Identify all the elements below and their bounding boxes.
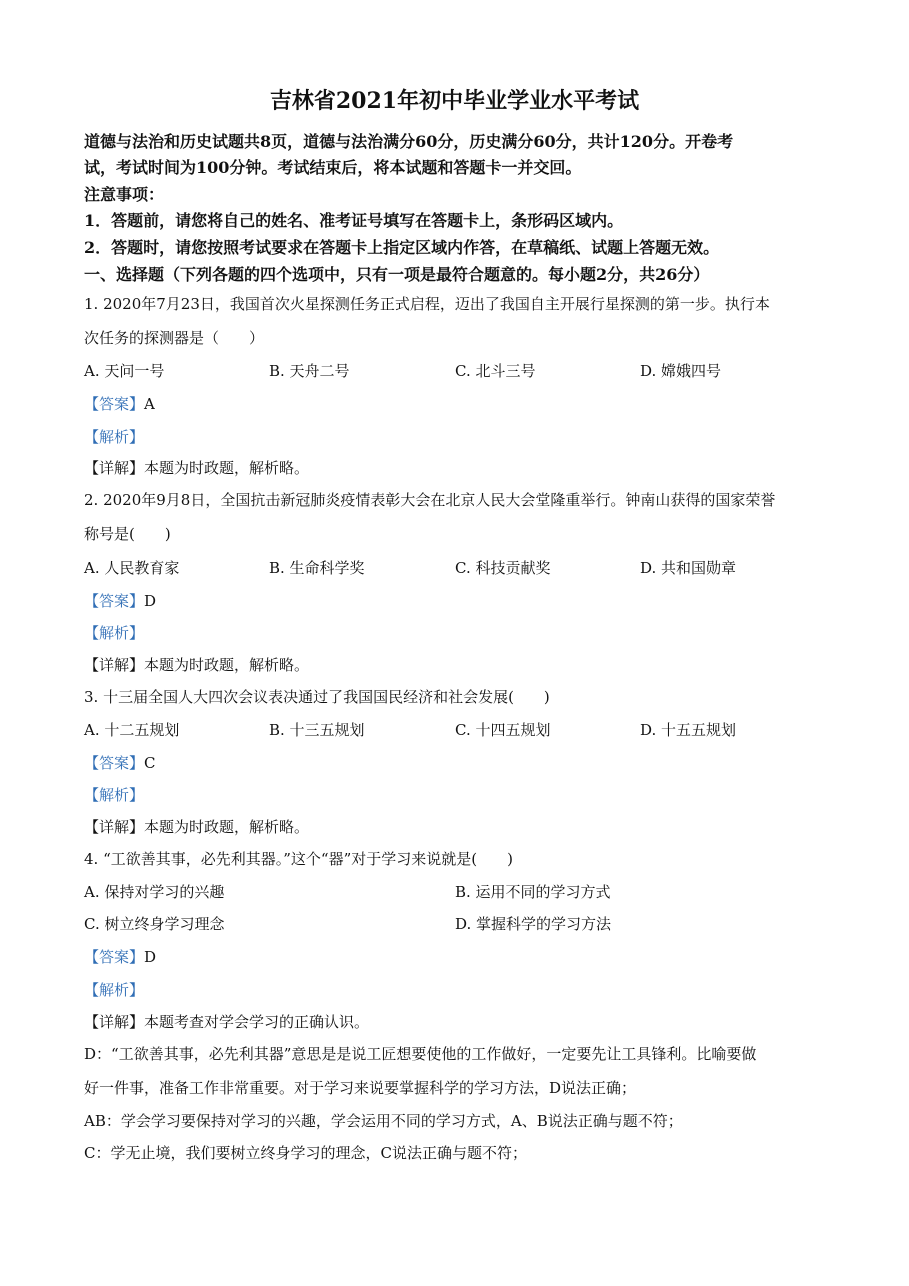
answer-value: C — [144, 754, 156, 772]
answer-label: 【答案】 — [84, 754, 145, 772]
detail-text: 本题为时政题，解析略。 — [144, 818, 310, 836]
question-1-option-a: A. 天问一号 — [84, 362, 165, 380]
question-2-detail — [84, 655, 309, 675]
question-1-detail — [84, 458, 309, 478]
answer-value: D — [144, 948, 157, 966]
question-4-option-c: C. 树立终身学习理念 — [84, 915, 225, 933]
question-3-analysis-label: 【解析】 — [84, 786, 145, 804]
detail-label: 【详解】 — [84, 1013, 145, 1031]
question-3-detail — [84, 817, 309, 837]
notice-item-2: 2．答题时，请您按照考试要求在答题卡上指定区域内作答，在草稿纸、试题上答题无效。 — [84, 238, 720, 257]
question-3-option-a: A. 十二五规划 — [84, 721, 180, 739]
detail-text: 本题考查对学会学习的正确认识。 — [144, 1013, 370, 1031]
question-4-explain-line-3: AB：学会学习要保持对学习的兴趣，学会运用不同的学习方式，A、B说法正确与题不符； — [84, 1112, 683, 1130]
answer-value: A — [144, 395, 155, 413]
question-2-option-a: A. 人民教育家 — [84, 559, 180, 577]
intro-line-1: 道德与法治和历史试题共8页，道德与法治满分60分，历史满分60分，共计120分。开卷考 — [84, 132, 734, 151]
question-1-stem-line-1: 1. 2020年7月23日，我国首次火星探测任务正式启程，迈出了我国自主开展行星探测的第一步。执行本 — [84, 295, 770, 313]
answer-label: 【答案】 — [84, 948, 145, 966]
intro-line-2: 试，考试时间为100分钟。考试结束后，将本试题和答题卡一并交回。 — [84, 158, 582, 177]
question-1-analysis-label: 【解析】 — [84, 428, 145, 446]
question-1-option-d: D. 嫦娥四号 — [640, 362, 722, 380]
question-1-answer — [84, 394, 155, 414]
question-4-explain-line-4: C：学无止境，我们要树立终身学习的理念，C说法正确与题不符； — [84, 1144, 527, 1162]
detail-text: 本题为时政题，解析略。 — [144, 656, 310, 674]
question-4-explain-line-2: 好一件事，准备工作非常重要。对于学习来说要掌握科学的学习方法，D说法正确； — [84, 1079, 637, 1097]
page-title: 吉林省2021年初中毕业学业水平考试 — [269, 88, 640, 114]
question-2-answer — [84, 591, 156, 611]
question-2-option-d: D. 共和国勋章 — [640, 559, 737, 577]
detail-text: 本题为时政题，解析略。 — [144, 459, 310, 477]
question-4-stem: 4. “工欲善其事，必先利其器。”这个“器”对于学习来说就是( ) — [84, 850, 513, 868]
answer-label: 【答案】 — [84, 592, 145, 610]
section-heading: 一、选择题（下列各题的四个选项中，只有一项是最符合题意的。每小题2分，共26分） — [84, 265, 710, 284]
notice-item-1: 1．答题前，请您将自己的姓名、准考证号填写在答题卡上，条形码区域内。 — [84, 211, 624, 230]
question-3-option-d: D. 十五五规划 — [640, 721, 737, 739]
question-4-answer — [84, 947, 156, 967]
question-3-answer — [84, 753, 156, 773]
question-2-analysis-label: 【解析】 — [84, 624, 145, 642]
detail-label: 【详解】 — [84, 459, 145, 477]
detail-label: 【详解】 — [84, 656, 145, 674]
question-2-option-c: C. 科技贡献奖 — [455, 559, 551, 577]
question-4-option-d: D. 掌握科学的学习方法 — [455, 915, 612, 933]
question-4-option-a: A. 保持对学习的兴趣 — [84, 883, 225, 901]
notice-heading: 注意事项： — [84, 185, 165, 204]
question-3-stem: 3. 十三届全国人大四次会议表决通过了我国国民经济和社会发展( ) — [84, 688, 550, 706]
question-2-option-b: B. 生命科学奖 — [269, 559, 365, 577]
question-3-option-b: B. 十三五规划 — [269, 721, 365, 739]
detail-label: 【详解】 — [84, 818, 145, 836]
question-2-stem-line-1: 2. 2020年9月8日，全国抗击新冠肺炎疫情表彰大会在北京人民大会堂隆重举行。钟南山获得的国家荣誉 — [84, 491, 776, 509]
question-1-stem-line-2: 次任务的探测器是（ ） — [84, 329, 265, 347]
answer-value: D — [144, 592, 157, 610]
question-1-option-b: B. 天舟二号 — [269, 362, 350, 380]
question-4-explain-line-1: D：“工欲善其事，必先利其器”意思是是说工匠想要使他的工作做好，一定要先让工具锋利。比喻要做 — [84, 1045, 757, 1063]
question-1-option-c: C. 北斗三号 — [455, 362, 536, 380]
answer-label: 【答案】 — [84, 395, 145, 413]
question-4-analysis-label: 【解析】 — [84, 981, 145, 999]
question-2-stem-line-2: 称号是( ) — [84, 525, 171, 543]
question-4-detail — [84, 1012, 369, 1032]
question-3-option-c: C. 十四五规划 — [455, 721, 551, 739]
question-4-option-b: B. 运用不同的学习方式 — [455, 883, 611, 901]
